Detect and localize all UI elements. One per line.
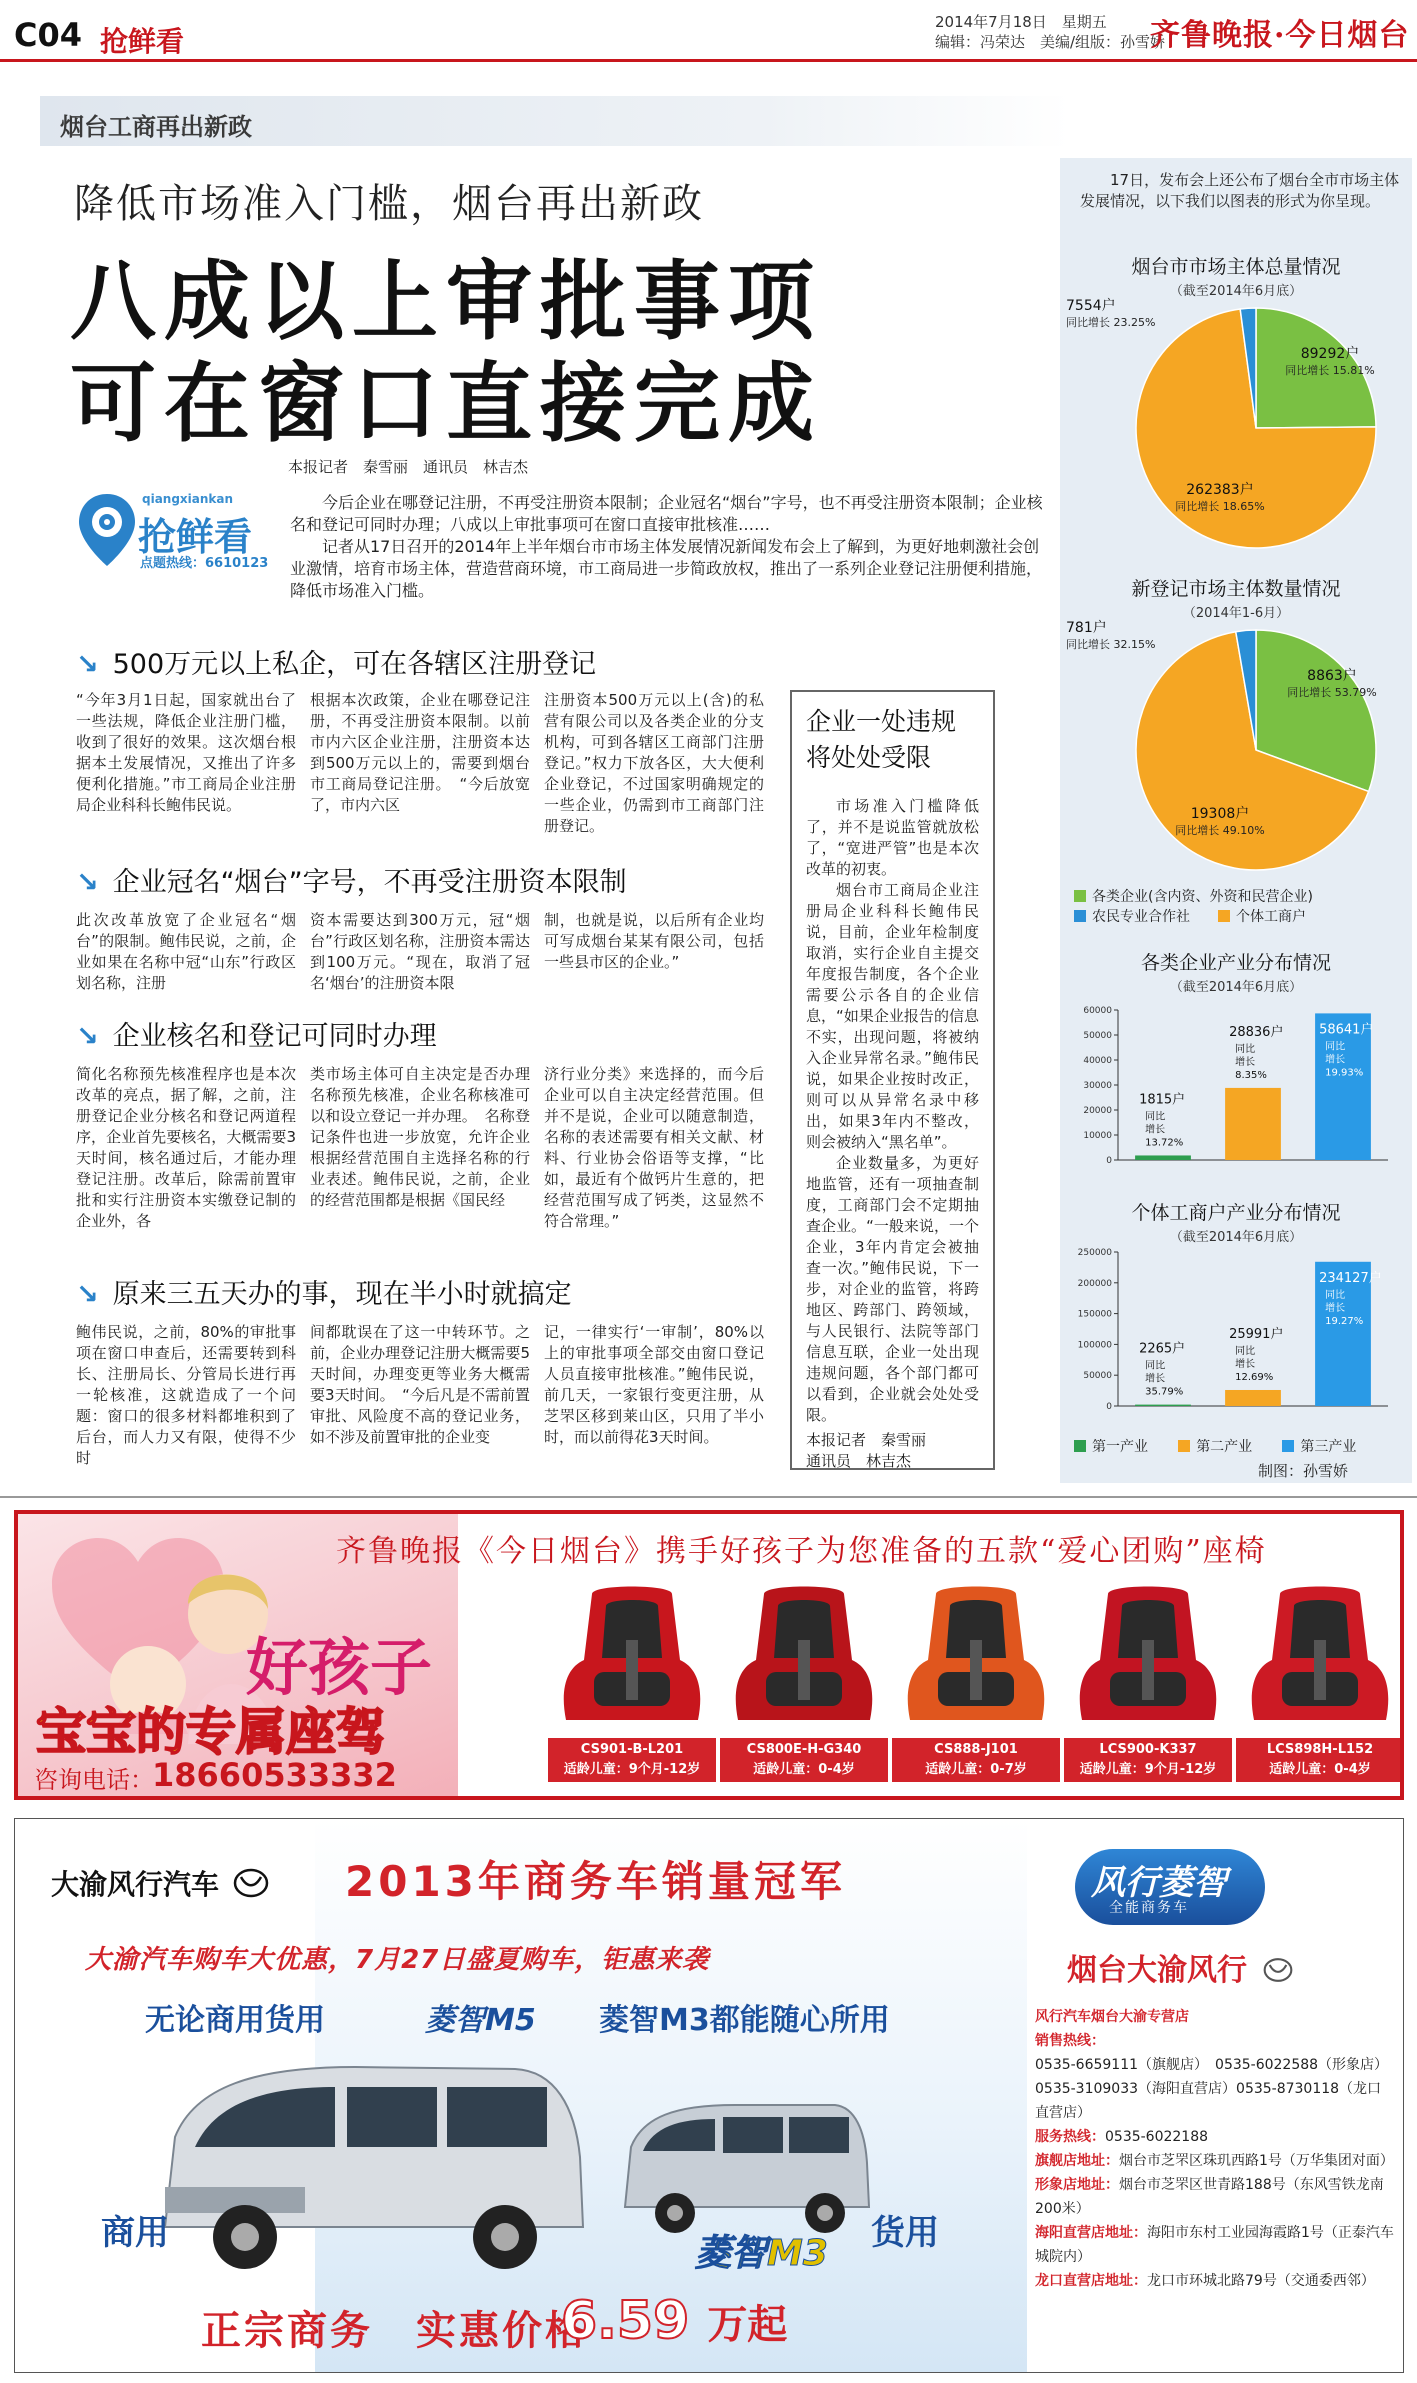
intro-paragraph-2: 记者从17日召开的2014年上半年烟台市市场主体发展情况新闻发布会上了解到，为更好地刺激社会创业激情，培育市场主体，营造营商环境，市工商局进一步简政放权，推出了一系列企业登记注册便利措施，降低市场准入门槛。 [290, 537, 1043, 600]
y-tick-label: 40000 [1083, 1056, 1112, 1066]
bar-note-label: 增长 [1145, 1124, 1166, 1136]
sidebar-paragraph: 烟台市工商局企业注册局企业科科长鲍伟民说，目前，企业年检制度取消，实行企业自主提交年度报告制度，各个企业需要公示各自的企业信息，“如果企业报告的信息不实，出现问题，将被纳入企业异常名录。”鲍伟民说，如果企业按时改正，则可以从异常名录中移出，如果3年内不整改，则会被纳入“黑名单”。 [806, 881, 979, 1151]
section-2-title: 企业冠名“烟台”字号，不再受注册资本限制 [112, 867, 627, 898]
seat-product[interactable] [1236, 1580, 1404, 1786]
arrow-icon: ↘ [76, 1279, 99, 1310]
page-code: C04 [14, 16, 83, 54]
sidebar-credit-reporter: 本报记者 秦雪丽 [806, 1431, 927, 1449]
seat-age-range: 适龄儿童：0-4岁 [1269, 1762, 1371, 1777]
dealer-logo-text: 大渝风行汽车 [51, 1868, 220, 1901]
contact-label: 销售热线： [1035, 2033, 1105, 2049]
bar-note-label: 19.27% [1325, 1315, 1364, 1327]
ad1-brand: 好孩子 [246, 1631, 433, 1704]
bar-note-label: 增长 [1235, 1358, 1256, 1370]
headline-line-1: 八成以上审批事项 [70, 252, 822, 352]
seat-model: LCS900-K337 [1099, 1742, 1197, 1757]
newspaper-brand: 齐鲁晚报·今日烟台 [1150, 18, 1410, 53]
bar [1225, 1088, 1281, 1160]
infographic-intro: 17日，发布会上还公布了烟台全市市场主体发展情况，以下我们以图表的形式为你呈现。 [1080, 171, 1400, 210]
article-subhead: 降低市场准入门槛，烟台再出新政 [74, 181, 704, 227]
bar-note-label: 增长 [1325, 1302, 1346, 1314]
chart-2-title: 新登记市场主体数量情况 [1131, 578, 1341, 600]
contact-label: 服务热线： [1035, 2129, 1105, 2145]
seat-model: CS800E-H-G340 [746, 1742, 862, 1757]
seat-product[interactable] [1064, 1580, 1232, 1786]
price-value: 6.59 [561, 2291, 690, 2351]
slice-note-label: 同比增长 32.15% [1066, 638, 1156, 651]
contact-label: 海阳直营店地址： [1035, 2225, 1147, 2241]
bar-legend [1074, 1436, 1404, 1456]
contact-value: 海阳市东村工业园海霞路1号（正泰汽车城院内） [1035, 2225, 1394, 2265]
y-tick-label: 50000 [1083, 1371, 1112, 1382]
contact-value: 龙口市环城北路79号（交通委西邻） [1147, 2273, 1375, 2289]
ad1-phone-strip[interactable] [24, 1758, 454, 1794]
legend-label: 第一产业 [1092, 1439, 1148, 1455]
legend-swatch [1074, 1440, 1086, 1452]
dealer-contact-line [1035, 2149, 1395, 2173]
seat-caption [1236, 1738, 1404, 1782]
car-seat-icon [720, 1580, 888, 1730]
slice-value-label: 781户 [1066, 620, 1107, 636]
seat-product[interactable] [548, 1580, 716, 1786]
y-tick-label: 60000 [1083, 1006, 1112, 1016]
dealer-contact-line [1035, 2173, 1395, 2221]
pie-chart-total [1060, 296, 1412, 558]
tag-m3: 菱智M3 [695, 2233, 828, 2274]
sidebar-paragraph: 企业数量多，为更好地监管，还有一项抽查制度，工商部门会不定期抽查企业。“一般来说，一个企业，3年内肯定会被抽查一次。”鲍伟民说，下一步，对企业的监管，将跨地区、跨部门、跨领域，与人民银行、法院等部门信息互联，企业一处出现违规问题，各个部门都可以看到，企业就会处处受限。 [806, 1154, 979, 1424]
slice-value-label: 19308户 [1190, 806, 1250, 822]
bar-note-label: 19.93% [1325, 1067, 1364, 1079]
contact-label: 旗舰店地址： [1035, 2153, 1119, 2169]
column-logo [76, 488, 286, 578]
section-4-col-2: 间都耽误在了这一中转环节。之前，企业办理登记注册大概需要5天时间，办理变更等业务大概需要3天时间。 “今后凡是不需前置审批、风险度不高的登记业务，如不涉及前置审批的企业变 [310, 1323, 530, 1446]
pie-chart-new [1060, 618, 1412, 880]
seat-model: CS888-J101 [934, 1742, 1018, 1757]
pie-legend [1074, 886, 1404, 926]
y-tick-label: 250000 [1077, 1248, 1112, 1258]
legend-swatch [1074, 910, 1086, 922]
tag-cargo: 货用 [871, 2213, 939, 2253]
contact-value: 烟台市芝罘区世青路188号（东风雪铁龙南200米） [1035, 2177, 1384, 2217]
seat-model: CS901-B-L201 [580, 1742, 684, 1757]
divider [0, 1496, 1417, 1498]
phone-number[interactable]: 18660533332 [152, 1756, 397, 1794]
section-3-col-1: 简化名称预先核准程序也是本次改革的亮点，据了解，之前，注册登记企业分核名和登记两道程序，企业首先要核名，大概需要3天时间，核名通过后，才能办理登记注册。改革后，除需前置审批和实行注册资本实缴登记制的企业外，各 [76, 1065, 296, 1230]
sidebar-title: 企业一处违规将处处受限 [806, 707, 957, 772]
seat-caption [548, 1738, 716, 1782]
legend-label: 第三产业 [1300, 1439, 1357, 1455]
car-seat-icon [1236, 1580, 1404, 1730]
section-1-col-1: “今年3月1日起，国家就出台了一些法规，降低企业注册门槛，收到了很好的效果。这次烟台根据本土发展情况，又推出了许多便利化措施。”市工商局企业注册局企业科科长鲍伟民说。 [76, 691, 296, 814]
seat-product[interactable] [892, 1580, 1060, 1786]
seat-products [548, 1580, 1398, 1790]
logo-name: 抢鲜看 [138, 515, 253, 559]
ad-commercial-vehicle[interactable] [14, 1818, 1404, 2373]
chart-4-title: 个体工商户产业分布情况 [1131, 1202, 1341, 1224]
slice-note-label: 同比增长 49.10% [1175, 824, 1265, 837]
logo-hotline: 点题热线：6610123 [140, 556, 269, 571]
ad2-price [561, 2291, 787, 2351]
slice-value-label: 89292户 [1300, 346, 1360, 362]
slice-value-label: 8863户 [1307, 668, 1357, 684]
brand-badge-text: 风行菱智 [1091, 1863, 1227, 1903]
section-4-col-1: 鲍伟民说，之前，80%的审批事项在窗口申查后，还需要转到科长、注册局长、分管局长进行再一轮核准，这就造成了一个问题：窗口的很多材料都堆积到了后台，而人力又有限，使得不少时 [76, 1323, 296, 1467]
intro-paragraph-1: 今后企业在哪登记注册，不再受注册资本限制；企业冠名“烟台”字号，也不再受注册资本限制；企业核名和登记可同时办理；八成以上审批事项可在窗口直接审批核准…… [290, 493, 1043, 534]
slice-note-label: 同比增长 23.25% [1066, 316, 1156, 329]
chart-1-subtitle: （截至2014年6月底） [1169, 284, 1303, 299]
contact-value: 0535-6659111（旗舰店） 0535-6022588（形象店） [1035, 2057, 1389, 2073]
bar-value-label: 58641户 [1319, 1022, 1374, 1038]
dealer-contact-list [1035, 2005, 1395, 2293]
slice-note-label: 同比增长 53.79% [1287, 686, 1377, 699]
ad2-bottom-slogan: 正宗商务 实惠价格 [201, 2308, 588, 2354]
seat-product[interactable] [720, 1580, 888, 1786]
dealer-contact-line [1035, 2005, 1395, 2029]
chart-1-title: 烟台市市场主体总量情况 [1131, 256, 1341, 278]
section-2-col-3: 制，也就是说，以后所有企业均可写成烟台某某有限公司，包括一些县市区的企业。” [544, 911, 764, 971]
bar-chart-individual [1060, 1238, 1412, 1428]
brand-badge-sub: 全能商务车 [1109, 1900, 1189, 1916]
slice-note-label: 同比增长 18.65% [1175, 500, 1265, 513]
section-banner [40, 96, 1070, 146]
slice-value-label: 7554户 [1066, 298, 1116, 314]
section-3-col-2: 类市场主体可自主决定是否办理名称预先核准，企业名称核准可以和设立登记一并办理。 名称登记条件也进一步放宽，允许企业根据经营范围自主选择名称的行业表述。鲍伟民说，之前，企业的经营范围都是根据《国民经 [310, 1065, 530, 1209]
y-tick-label: 20000 [1083, 1106, 1112, 1116]
bar-note-label: 同比 [1235, 1043, 1256, 1055]
seat-caption [720, 1738, 888, 1782]
seat-caption [892, 1738, 1060, 1782]
legend-swatch [1074, 890, 1086, 902]
brand-badge [1075, 1849, 1265, 1925]
section-banner-text: 烟台工商再出新政 [60, 113, 252, 141]
dealer-contact-line [1035, 2125, 1395, 2149]
legend-label: 各类企业(含内资、外资和民营企业) [1092, 889, 1313, 905]
chart-3-title: 各类企业产业分布情况 [1140, 952, 1331, 974]
header-meta [935, 12, 1165, 52]
section-4-title: 原来三五天办的事，现在半小时就搞定 [112, 1279, 572, 1310]
y-tick-label: 50000 [1083, 1031, 1112, 1041]
bar-value-label: 1815户 [1139, 1092, 1186, 1108]
section-1-col-2: 根据本次政策，企业在哪登记注册，不再受注册资本限制。以前市内六区企业注册，注册资本达到500万元以上的，需要到烟台市工商局登记注册。 “今后放宽了，市内六区 [310, 691, 530, 814]
bar [1135, 1155, 1191, 1160]
seat-age-range: 适龄儿童：0-4岁 [753, 1762, 855, 1777]
headline-line-2: 可在窗口直接完成 [70, 354, 822, 454]
dealer-info-panel [1027, 1819, 1403, 2372]
arrow-icon: ↘ [76, 867, 99, 898]
article-intro [290, 492, 1045, 602]
chart-4-subtitle: （截至2014年6月底） [1169, 1230, 1303, 1245]
location-pin-icon [76, 492, 138, 568]
chart-maker-credit: 制图：孙雪娇 [1258, 1462, 1349, 1480]
y-tick-label: 200000 [1077, 1278, 1112, 1289]
legend-swatch [1178, 1440, 1190, 1452]
date-line: 2014年7月18日 星期五 [935, 13, 1107, 31]
contact-value: 0535-6022188 [1105, 2129, 1209, 2145]
bar-note-label: 同比 [1325, 1289, 1346, 1301]
section-4-heading [76, 1272, 572, 1311]
contact-label: 风行汽车烟台大渝专营店 [1035, 2009, 1189, 2025]
contact-value: 0535-3109033（海阳直营店）0535-8730118（龙口直营店） [1035, 2081, 1382, 2121]
seat-model: LCS898H-L152 [1266, 1742, 1374, 1757]
slice-note-label: 同比增长 15.81% [1285, 364, 1375, 377]
car-seat-icon [1064, 1580, 1232, 1730]
car-seat-icon [548, 1580, 716, 1730]
dealer-contact-line [1035, 2053, 1395, 2077]
section-1-heading [76, 642, 596, 681]
dongfeng-logo-icon [1263, 1957, 1293, 1983]
bar-value-label: 234127户 [1319, 1270, 1382, 1286]
section-3-heading [76, 1014, 437, 1053]
bar-note-label: 35.79% [1145, 1386, 1184, 1398]
y-tick-label: 150000 [1077, 1309, 1112, 1320]
car-seat-icon [892, 1580, 1060, 1730]
section-2-col-1: 此次改革放宽了企业冠名“烟台”的限制。鲍伟民说，之前，企业如果在名称中冠“山东”行政区划名称，注册 [76, 911, 296, 992]
y-tick-label: 0 [1106, 1402, 1112, 1412]
sidebar-credit-correspondent: 通讯员 林吉杰 [806, 1452, 912, 1470]
bar-note-label: 同比 [1325, 1041, 1346, 1053]
ad2-promo: 大渝汽车购车大优惠，7月27日盛夏购车，钜惠来袭 [85, 1945, 710, 1975]
dealer-contact-line [1035, 2077, 1395, 2125]
legend-swatch [1282, 1440, 1294, 1452]
bar [1225, 1390, 1281, 1406]
legend-swatch [1218, 910, 1230, 922]
dealer-name-text: 烟台大渝风行 [1067, 1953, 1247, 1988]
editor-line: 编辑：冯荣达 美编/组版：孙雪娇 [935, 33, 1166, 51]
y-tick-label: 10000 [1083, 1131, 1112, 1141]
legend-item-primary [1074, 1439, 1148, 1455]
tag-commercial: 商用 [101, 2213, 169, 2253]
ad2-line3-b: 菱智M5 [425, 2003, 536, 2038]
ad2-title: 2013年商务车销量冠军 [345, 1857, 846, 1906]
bar [1135, 1405, 1191, 1406]
bar-note-label: 13.72% [1145, 1137, 1184, 1149]
van-m5-icon [135, 2047, 595, 2287]
y-tick-label: 100000 [1077, 1340, 1112, 1351]
seat-age-range: 适龄儿童：9个月-12岁 [563, 1762, 701, 1777]
ad2-line3-c: 菱智M3都能随心所用 [599, 2003, 890, 2038]
legend-item-secondary [1178, 1439, 1252, 1455]
bar-value-label: 25991户 [1229, 1326, 1284, 1342]
legend-label: 个体工商户 [1236, 909, 1306, 925]
section-3-col-3: 济行业分类》来选择的，而今后企业可以自主决定经营范围。但并不是说，企业可以随意制造，名称的表述需要有相关文献、材料、行业协会俗语等支撑，“比如，最近有个做钙片生意的，把经营范围写成了钙类，这显然不符合常理。” [544, 1065, 764, 1230]
bar-note-label: 12.69% [1235, 1371, 1274, 1383]
sidebar-credit [806, 1430, 979, 1472]
ad1-headline: 齐鲁晚报《今日烟台》携手好孩子为您准备的五款“爱心团购”座椅 [336, 1534, 1267, 1569]
dealer-contact-line [1035, 2221, 1395, 2269]
chart-2-subtitle: （2014年1-6月） [1182, 606, 1290, 621]
seat-caption [1064, 1738, 1232, 1782]
sidebar-body [806, 796, 979, 1426]
section-1-col-3: 注册资本500万元以上(含)的私营有限公司以及各类企业的分支机构，可到各辖区工商部门注册登记。”权力下放各区，大大便利企业登记，不过国家明确规定的一些企业，仍需到市工商部门注册登记。 [544, 691, 764, 835]
contact-label: 龙口直营店地址： [1035, 2273, 1147, 2289]
section-2-col-2: 资本需要达到300万元，冠“烟台”行政区划名称，注册资本需达到100万元。“现在，取消了冠名‘烟台’的注册资本限 [310, 911, 530, 992]
section-4-col-3: 记，一律实行‘一审制’，80%以上的审批事项全部交由窗口登记人员直接审批核准。”鲍伟民说，前几天，一家银行变更注册，从芝罘区移到莱山区，只用了半小时，而以前得花3天时间。 [544, 1323, 764, 1446]
seat-age-range: 适龄儿童：0-7岁 [925, 1762, 1027, 1777]
contact-label: 形象店地址： [1035, 2177, 1119, 2193]
price-unit: 万起 [707, 2302, 788, 2348]
bar-note-label: 增长 [1145, 1373, 1166, 1385]
legend-label: 第二产业 [1196, 1439, 1253, 1455]
bar-note-label: 同比 [1145, 1360, 1166, 1372]
bar-value-label: 2265户 [1139, 1341, 1186, 1357]
dealer-name [1067, 1945, 1293, 1989]
logo-pinyin: qiangxiankan [142, 492, 234, 506]
section-1-title: 500万元以上私企，可在各辖区注册登记 [112, 649, 597, 680]
y-tick-label: 30000 [1083, 1081, 1112, 1091]
legend-item-enterprise [1074, 886, 1404, 906]
arrow-icon: ↘ [76, 1021, 99, 1052]
van-m3-icon [615, 2087, 875, 2237]
section-name: 抢鲜看 [100, 25, 185, 58]
contact-value: 烟台市芝罘区珠玑西路1号（万华集团对面） [1119, 2153, 1394, 2169]
bar-note-label: 同比 [1145, 1111, 1166, 1123]
section-3-title: 企业核名和登记可同时办理 [112, 1021, 437, 1052]
y-tick-label: 0 [1106, 1156, 1112, 1166]
chart-3-subtitle: （截至2014年6月底） [1169, 980, 1303, 995]
bar-note-label: 增长 [1325, 1054, 1346, 1066]
sidebar-box [790, 690, 995, 1470]
legend-item-tertiary [1282, 1439, 1356, 1455]
sidebar-paragraph: 市场准入门槛降低了，并不是说监管就放松了，“宽进严管”也是本次改革的初衷。 [806, 797, 979, 878]
legend-item-coop [1074, 906, 1404, 926]
bar-chart-enterprise [1060, 996, 1412, 1182]
dongfeng-logo-icon [233, 1868, 269, 1898]
slice-value-label: 262383户 [1186, 482, 1254, 498]
dealer-logo-left [51, 1863, 269, 1903]
arrow-icon: ↘ [76, 649, 99, 680]
dealer-contact-line [1035, 2029, 1395, 2053]
ad2-line3-a: 无论商用货用 [145, 2003, 325, 2038]
section-2-heading [76, 860, 627, 899]
bar-note-label: 8.35% [1235, 1069, 1267, 1081]
phone-label: 咨询电话： [34, 1766, 154, 1794]
bar-note-label: 同比 [1235, 1345, 1256, 1357]
byline: 本报记者 秦雪丽 通讯员 林吉杰 [288, 458, 529, 476]
bar-value-label: 28836户 [1229, 1024, 1284, 1040]
ad1-slogan: 宝宝的专属座驾 [36, 1703, 386, 1761]
seat-age-range: 适龄儿童：9个月-12岁 [1079, 1762, 1217, 1777]
legend-label: 农民专业合作社 [1092, 909, 1190, 925]
dealer-contact-line [1035, 2269, 1395, 2293]
bar-note-label: 增长 [1235, 1056, 1256, 1068]
ad-car-seats[interactable] [14, 1510, 1404, 1800]
